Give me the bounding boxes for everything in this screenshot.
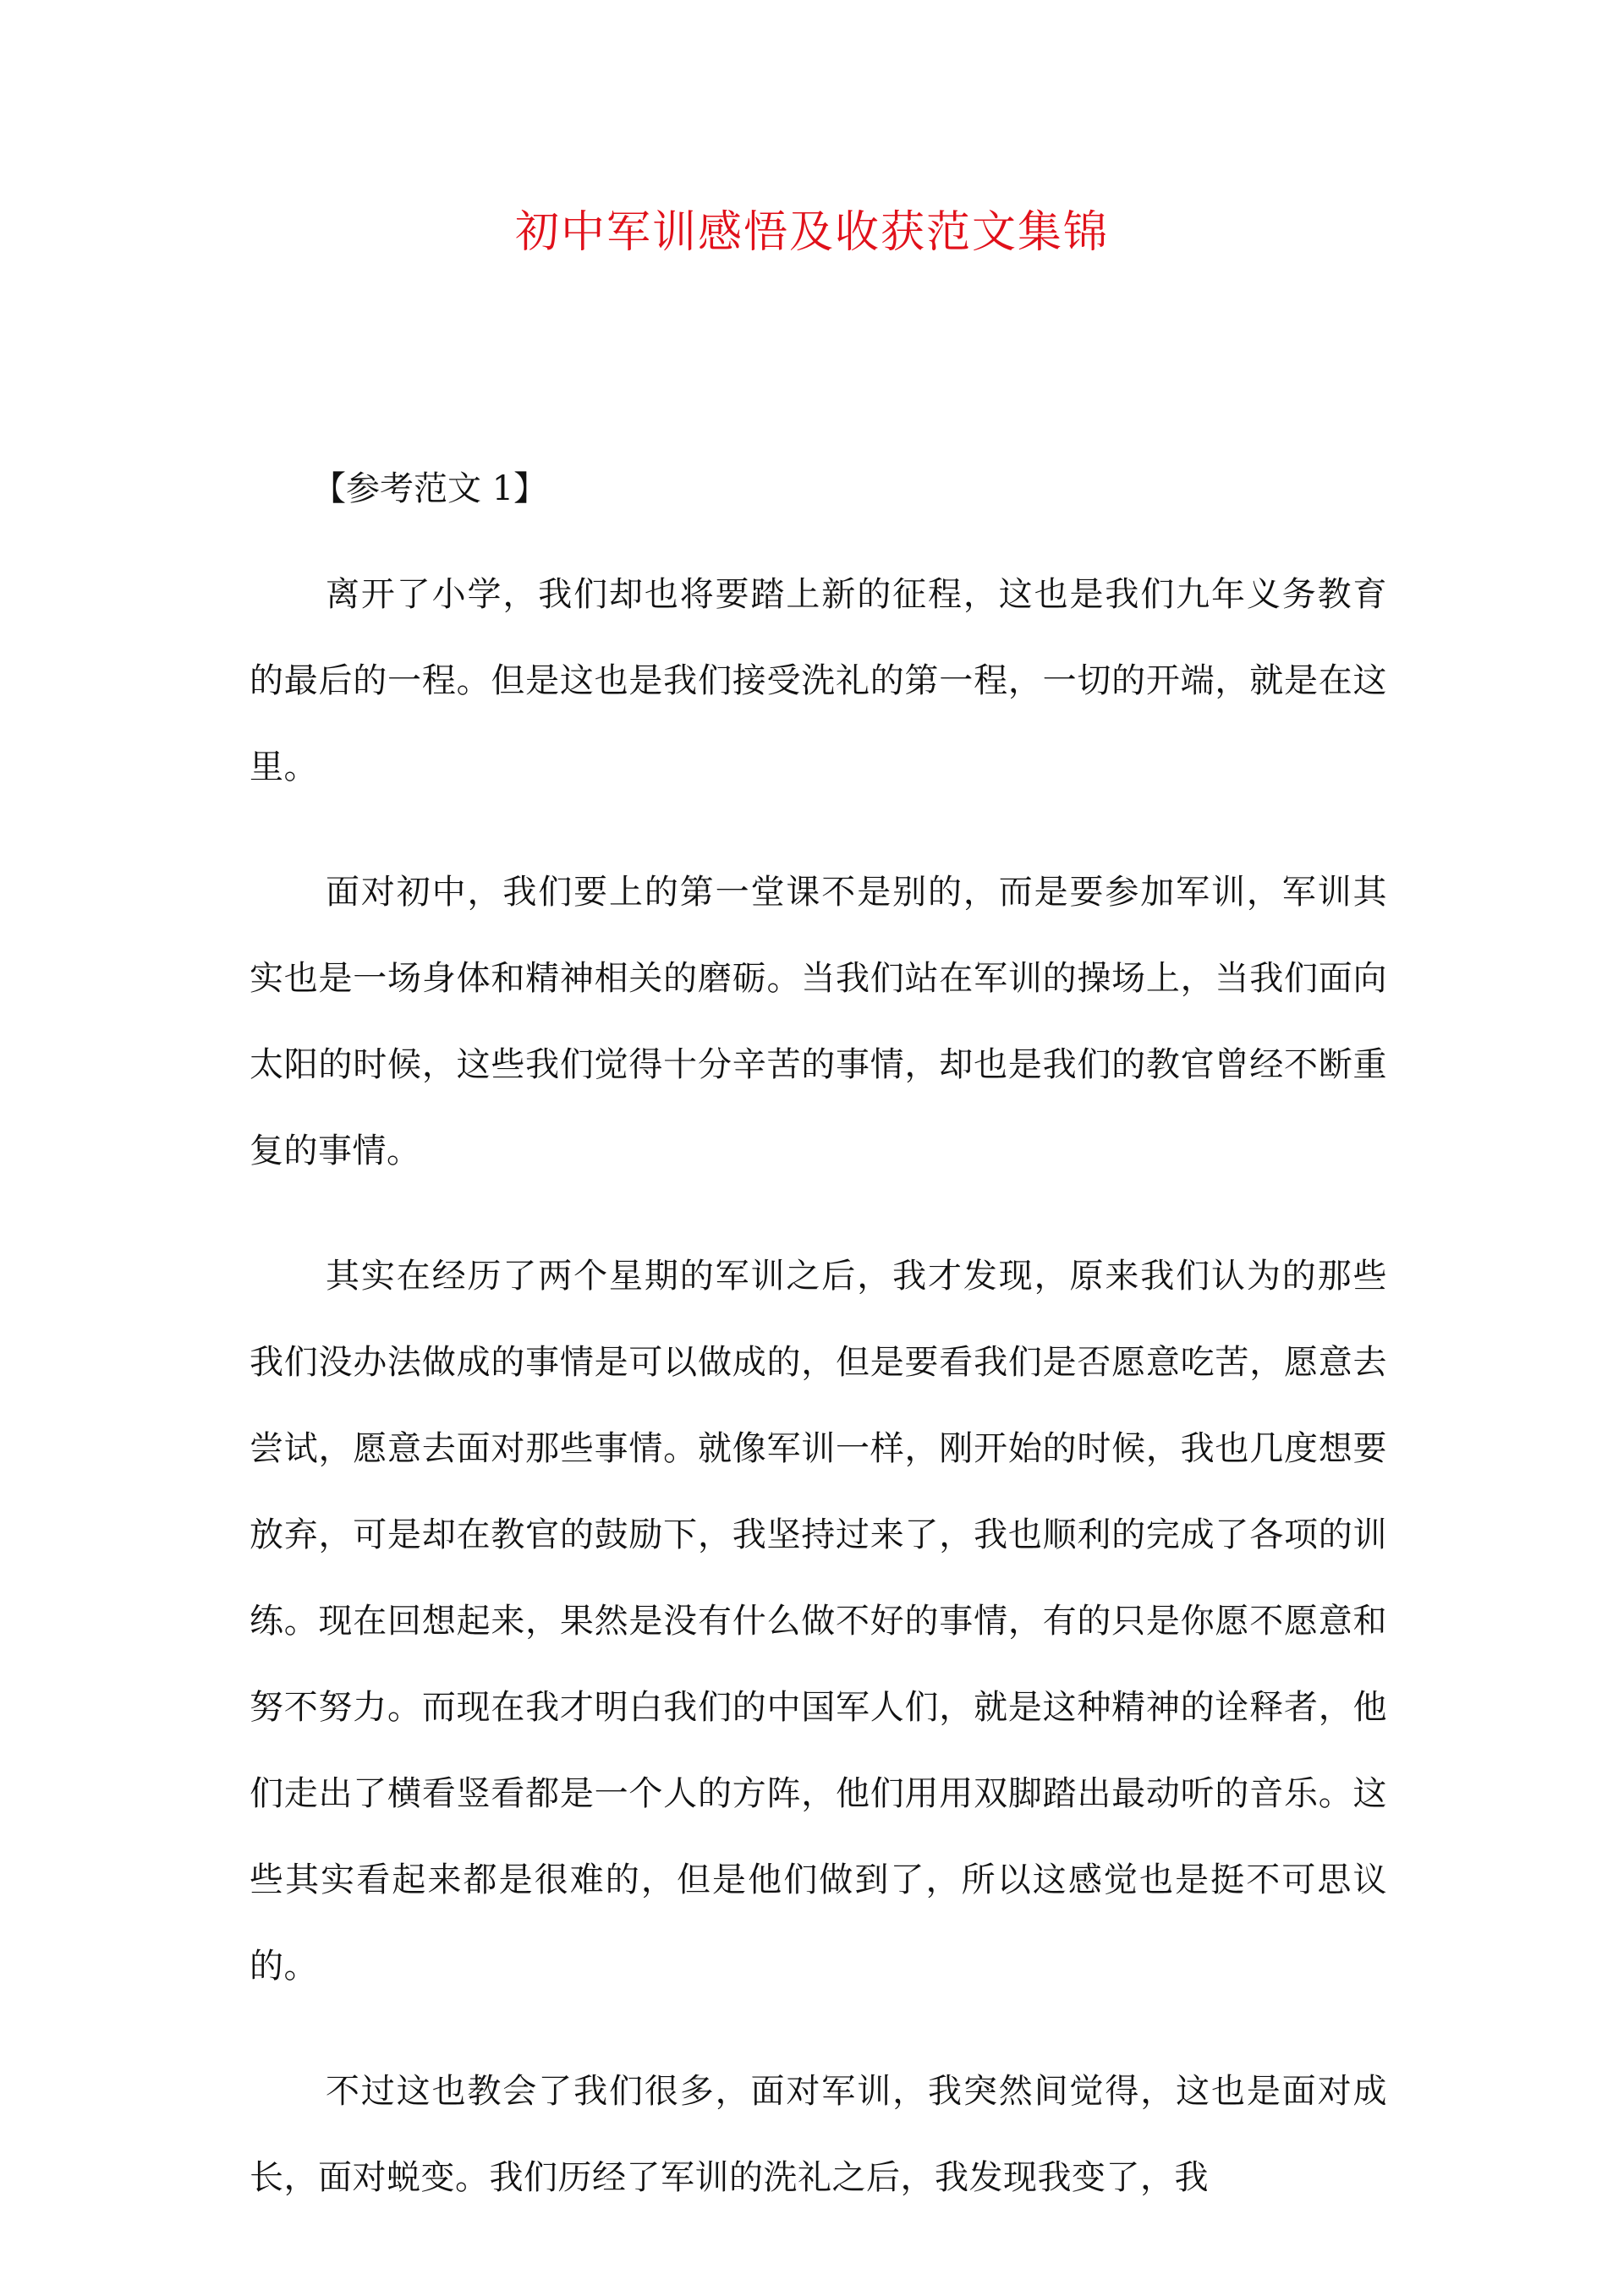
paragraph-1: 离开了小学，我们却也将要踏上新的征程，这也是我们九年义务教育的最后的一程。但是这也是我们接受洗礼的第一程，一切的开端，就是在这里。 <box>250 575 1387 786</box>
reference-essay-label: 【参考范文 1】 <box>312 469 548 508</box>
paragraph-3: 其实在经历了两个星期的军训之后，我才发现，原来我们认为的那些我们没办法做成的事情是可以做成的，但是要看我们是否愿意吃苦，愿意去尝试，愿意去面对那些事情。就像军训一样，刚开始的时候，我也几度想要放弃，可是却在教官的鼓励下，我坚持过来了，我也顺利的完成了各项的训练。现在回想起来，果然是没有什么做不好的事情，有的只是你愿不愿意和努不努力。而现在我才明白我们的中国军人们，就是这种精神的诠释者，他们走出了横看竖看都是一个人的方阵，他们用用双脚踏出最动听的音乐。这些其实看起来都是很难的，但是他们做到了，所以这感觉也是挺不可思议的。 <box>250 1257 1387 1986</box>
paragraph-4: 不过这也教会了我们很多，面对军训，我突然间觉得，这也是面对成长，面对蜕变。我们历经了军训的洗礼之后，我发现我变了，我 <box>250 2072 1387 2197</box>
paragraph-2: 面对初中，我们要上的第一堂课不是别的，而是要参加军训，军训其实也是一场身体和精神相关的磨砺。当我们站在军训的操场上，当我们面向太阳的时候，这些我们觉得十分辛苦的事情，却也是我们的教官曾经不断重复的事情。 <box>250 873 1387 1170</box>
document-body <box>250 465 1387 2260</box>
document-title: 初中军训感悟及收获范文集锦 <box>514 207 1109 258</box>
